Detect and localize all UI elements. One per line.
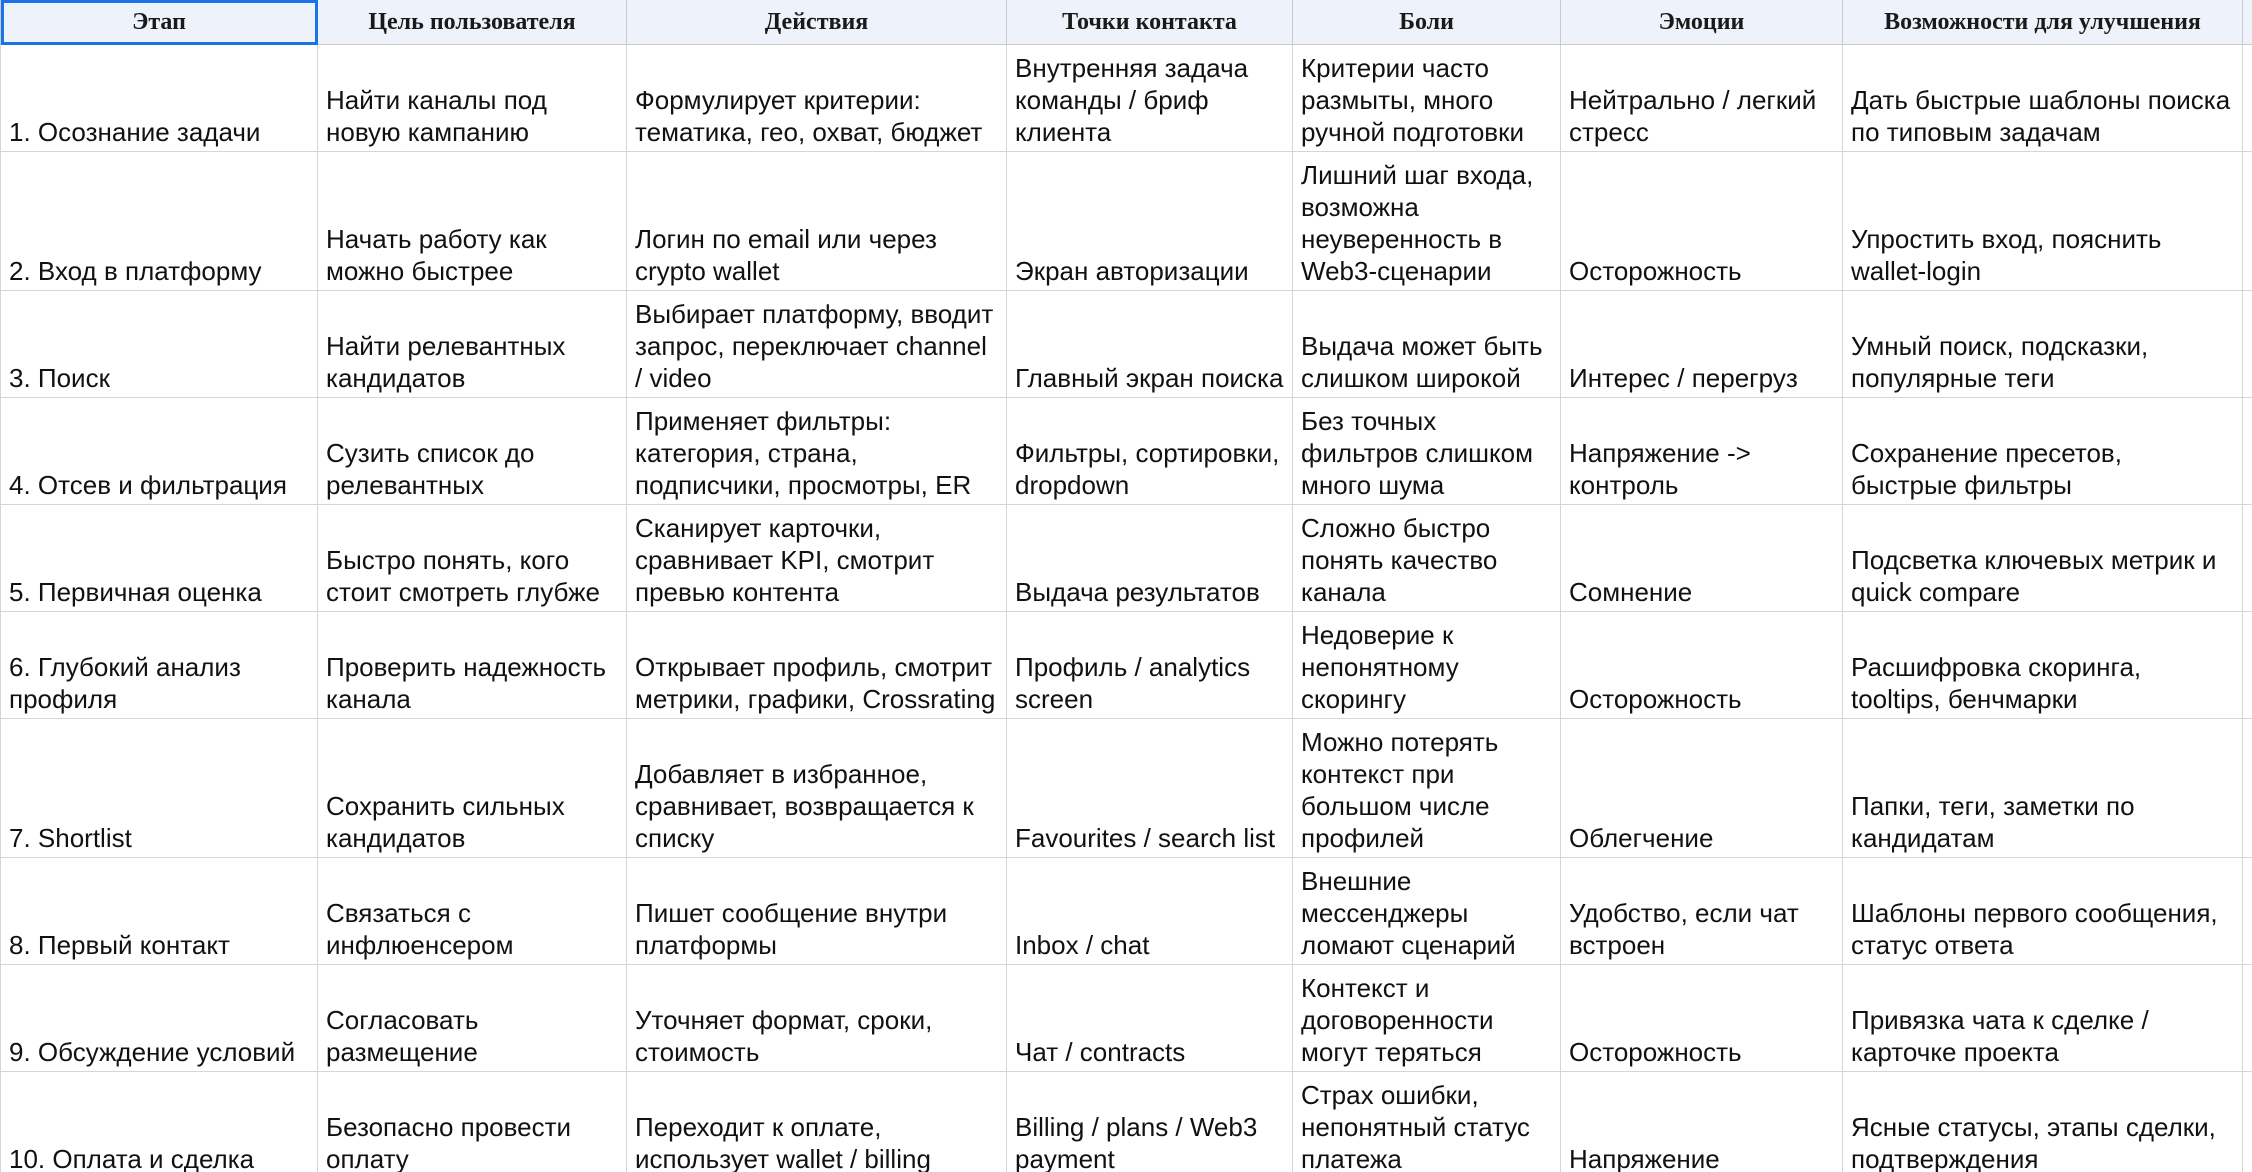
cell-pains[interactable]: Недоверие к непонятному скорингу [1293,612,1561,719]
cell-empty[interactable] [2243,398,2252,505]
header-cell-pains[interactable]: Боли [1293,0,1561,45]
cell-touchpoints[interactable]: Inbox / chat [1007,858,1293,965]
cell-emotions[interactable]: Нейтрально / легкий стресс [1561,45,1843,152]
cell-pains[interactable]: Сложно быстро понять качество канала [1293,505,1561,612]
cell-opportunities[interactable]: Упростить вход, пояснить wallet-login [1843,152,2243,291]
header-row [1,0,2252,45]
cell-actions[interactable]: Формулирует критерии: тематика, гео, охват, бюджет [627,45,1007,152]
table-row [1,858,2252,965]
cell-emotions[interactable]: Напряжение [1561,1072,1843,1172]
cell-empty[interactable] [2243,152,2252,291]
cell-emotions[interactable]: Осторожность [1561,965,1843,1072]
table-row [1,1072,2252,1172]
cell-actions[interactable]: Добавляет в избранное, сравнивает, возвращается к списку [627,719,1007,858]
cell-emotions[interactable]: Облегчение [1561,719,1843,858]
header-cell-emotions[interactable]: Эмоции [1561,0,1843,45]
cell-actions[interactable]: Применяет фильтры: категория, страна, подписчики, просмотры, ER [627,398,1007,505]
cell-pains[interactable]: Критерии часто размыты, много ручной подготовки [1293,45,1561,152]
cell-stage[interactable]: 10. Оплата и сделка [1,1072,318,1172]
cell-empty[interactable] [2243,291,2252,398]
table-row [1,965,2252,1072]
cell-user-goal[interactable]: Найти каналы под новую кампанию [318,45,627,152]
cell-stage[interactable]: 4. Отсев и фильтрация [1,398,318,505]
cell-stage[interactable]: 3. Поиск [1,291,318,398]
cell-pains[interactable]: Без точных фильтров слишком много шума [1293,398,1561,505]
table-row [1,505,2252,612]
cell-actions[interactable]: Выбирает платформу, вводит запрос, переключает channel / video [627,291,1007,398]
cell-emotions[interactable]: Удобство, если чат встроен [1561,858,1843,965]
cell-user-goal[interactable]: Сохранить сильных кандидатов [318,719,627,858]
cell-emotions[interactable]: Осторожность [1561,152,1843,291]
cell-opportunities[interactable]: Расшифровка скоринга, tooltips, бенчмарки [1843,612,2243,719]
header-cell-touchpoints[interactable]: Точки контакта [1007,0,1293,45]
cell-pains[interactable]: Внешние мессенджеры ломают сценарий [1293,858,1561,965]
header-cell-opportunities[interactable]: Возможности для улучшения [1843,0,2243,45]
cell-opportunities[interactable]: Привязка чата к сделке / карточке проекта [1843,965,2243,1072]
cell-user-goal[interactable]: Найти релевантных кандидатов [318,291,627,398]
cell-touchpoints[interactable]: Профиль / analytics screen [1007,612,1293,719]
cell-pains[interactable]: Страх ошибки, непонятный статус платежа [1293,1072,1561,1172]
cell-touchpoints[interactable]: Favourites / search list [1007,719,1293,858]
cell-user-goal[interactable]: Проверить надежность канала [318,612,627,719]
cell-opportunities[interactable]: Умный поиск, подсказки, популярные теги [1843,291,2243,398]
cell-user-goal[interactable]: Быстро понять, кого стоит смотреть глубже [318,505,627,612]
cell-opportunities[interactable]: Сохранение пресетов, быстрые фильтры [1843,398,2243,505]
cell-actions[interactable]: Логин по email или через crypto wallet [627,152,1007,291]
table-row [1,45,2252,152]
cell-actions[interactable]: Уточняет формат, сроки, стоимость [627,965,1007,1072]
table-row [1,398,2252,505]
table-row [1,152,2252,291]
cell-touchpoints[interactable]: Billing / plans / Web3 payment [1007,1072,1293,1172]
cell-pains[interactable]: Выдача может быть слишком широкой [1293,291,1561,398]
cell-actions[interactable]: Переходит к оплате, использует wallet / billing [627,1072,1007,1172]
cell-user-goal[interactable]: Сузить список до релевантных [318,398,627,505]
table-row [1,291,2252,398]
cell-empty[interactable] [2243,612,2252,719]
cell-stage[interactable]: 1. Осознание задачи [1,45,318,152]
cell-empty[interactable] [2243,1072,2252,1172]
cell-emotions[interactable]: Осторожность [1561,612,1843,719]
cell-user-goal[interactable]: Начать работу как можно быстрее [318,152,627,291]
cell-opportunities[interactable]: Шаблоны первого сообщения, статус ответа [1843,858,2243,965]
cell-empty[interactable] [2243,505,2252,612]
table-row [1,612,2252,719]
cell-stage[interactable]: 8. Первый контакт [1,858,318,965]
cell-stage[interactable]: 7. Shortlist [1,719,318,858]
header-cell-user-goal[interactable]: Цель пользователя [318,0,627,45]
cell-touchpoints[interactable]: Фильтры, сортировки, dropdown [1007,398,1293,505]
cell-stage[interactable]: 2. Вход в платформу [1,152,318,291]
cell-touchpoints[interactable]: Внутренняя задача команды / бриф клиента [1007,45,1293,152]
cell-empty[interactable] [2243,719,2252,858]
cell-empty[interactable] [2243,965,2252,1072]
cell-actions[interactable]: Пишет сообщение внутри платформы [627,858,1007,965]
cell-touchpoints[interactable]: Выдача результатов [1007,505,1293,612]
table-row [1,719,2252,858]
cell-emotions[interactable]: Напряжение -> контроль [1561,398,1843,505]
cell-empty[interactable] [2243,858,2252,965]
cell-user-goal[interactable]: Безопасно провести оплату [318,1072,627,1172]
cell-stage[interactable]: 6. Глубокий анализ профиля [1,612,318,719]
cell-pains[interactable]: Можно потерять контекст при большом числе профилей [1293,719,1561,858]
cell-stage[interactable]: 5. Первичная оценка [1,505,318,612]
cell-stage[interactable]: 9. Обсуждение условий [1,965,318,1072]
cell-touchpoints[interactable]: Экран авторизации [1007,152,1293,291]
cell-actions[interactable]: Открывает профиль, смотрит метрики, графики, Crossrating [627,612,1007,719]
header-cell-empty[interactable] [2243,0,2252,45]
cell-actions[interactable]: Сканирует карточки, сравнивает KPI, смотрит превью контента [627,505,1007,612]
cell-pains[interactable]: Контекст и договоренности могут теряться [1293,965,1561,1072]
cell-emotions[interactable]: Интерес / перегруз [1561,291,1843,398]
cell-empty[interactable] [2243,45,2252,152]
header-cell-stage[interactable]: Этап [1,0,318,45]
cell-opportunities[interactable]: Дать быстрые шаблоны поиска по типовым задачам [1843,45,2243,152]
cell-opportunities[interactable]: Ясные статусы, этапы сделки, подтверждения [1843,1072,2243,1172]
cell-user-goal[interactable]: Связаться с инфлюенсером [318,858,627,965]
cell-touchpoints[interactable]: Чат / contracts [1007,965,1293,1072]
cell-pains[interactable]: Лишний шаг входа, возможна неуверенность в Web3-сценарии [1293,152,1561,291]
cell-user-goal[interactable]: Согласовать размещение [318,965,627,1072]
cell-opportunities[interactable]: Папки, теги, заметки по кандидатам [1843,719,2243,858]
header-cell-actions[interactable]: Действия [627,0,1007,45]
cell-opportunities[interactable]: Подсветка ключевых метрик и quick compare [1843,505,2243,612]
cell-emotions[interactable]: Сомнение [1561,505,1843,612]
cell-touchpoints[interactable]: Главный экран поиска [1007,291,1293,398]
